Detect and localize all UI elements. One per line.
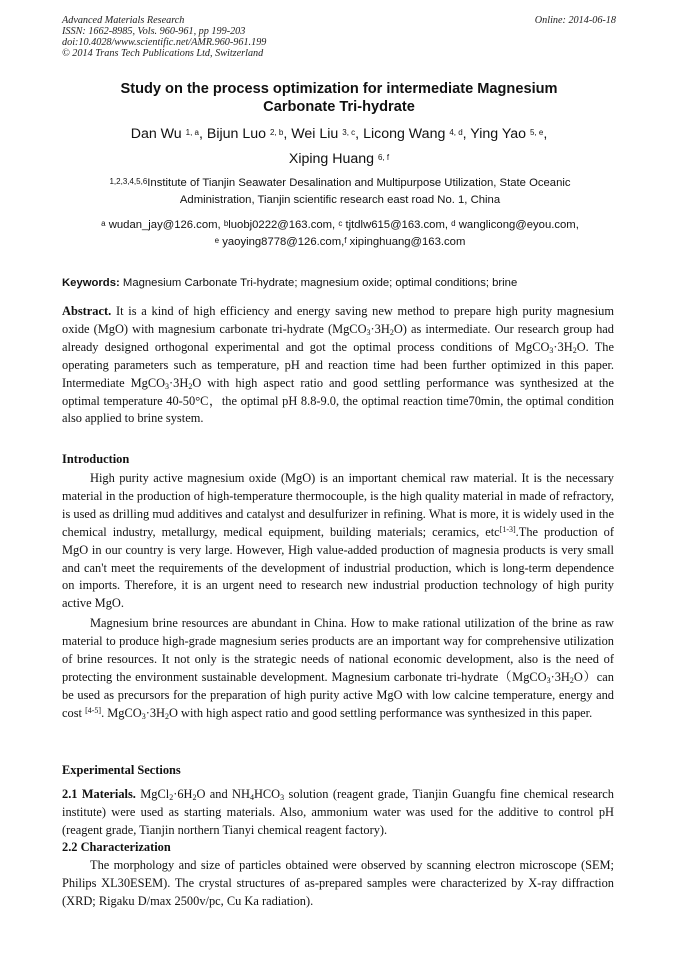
affiliation: $^{1,2,3,4,5,6}$Institute of Tianjin Seawater Desalination and Multipurpose Utilization, State Oceanic Administration, Tianjin scientific research east road No. 1, China — [109, 177, 571, 206]
email: wudan_jay@126.com, — [108, 219, 221, 231]
author: Licong Wang $^{4, d}$ — [363, 126, 463, 142]
abstract-label: Abstract. — [62, 304, 112, 318]
email: luobj0222@163.com, — [228, 219, 336, 231]
intro-paragraph-1: High purity active magnesium oxide (MgO) is an important chemical raw material. It is the necessary material in the production of high-temperature thermocouple, is the high quality material in made of refractory, is used as drilling mud additives and catalyst and desulfurizer in refining. What is more, it is widely used in the chemical industry, metallurgy, medical equipment, building materials; ceramics, etc[1-3].The production of MgO in our country is very large. However, High value-added production of magnesia products is very small and can't meet the requirements of the development of industrial production, which is long-term dependence on imports. Therefore, it is an urgent need to research new industrial production technology of high purity active MgO. — [62, 471, 615, 611]
intro-paragraph-2: Magnesium brine resources are abundant in China. How to make rational utilization of the brine as raw material to produce high-grade magnesium series products are an important way for comprehensive utilization of brine resources. It not only is the strategic needs of national economic development, also is the need of protecting the environment sustainable development. Magnesium carbonate tri-$hydrate(MgCO_3\cdot 3H_2O)can$ be used as precursors for the preparation of high purity active MgO with low calcine temperature, energy and cost [4-5]. $MgCO_3\cdot 3H_2O$ with high aspect ratio and good settling performance was synthesized in this paper. — [62, 616, 614, 721]
author: Xiping Huang $^{6, f}$ — [288, 151, 390, 167]
subsection-heading-characterization: 2.2 Characterization — [62, 840, 171, 854]
title-line-2: Carbonate Tri-hydrate — [263, 99, 415, 115]
keywords-text: Magnesium Carbonate Tri-hydrate; magnesium oxide; optimal conditions; brine — [122, 277, 518, 289]
email: wanglicong@eyou.com, — [458, 219, 579, 231]
paper-title — [60, 80, 618, 116]
materials-label: 2.1 Materials. — [62, 787, 136, 801]
online-date: Online: 2014-06-18 — [534, 15, 616, 26]
title-line-1: Study on the process optimization for intermediate Magnesium — [120, 81, 558, 97]
abstract: Abstract. It is a kind of high efficiency and energy saving new method to prepare high purity magnesium oxide (MgO) with magnesium carbonate tri-hydrate $(MgCO_3\cdot 3H_2O)$ as intermediate. Our research group had already designed orthogonal experimental and got the optimal process conditions of $MgCO_3\cdot 3H_2O$. The operating parameters such as temperature, pH and reaction time had been further optimized in this paper. Intermediate $MgCO_3\cdot 3H_2O$ with high aspect ratio and good settling performance was synthesized at the optimal temperature 40-50°C，the optimal pH 8.8-9.0, the optimal reaction time70min, the optimal condition also applied to brine system. — [62, 304, 614, 426]
email: xipinghuang@163.com — [349, 236, 466, 248]
section-heading-experimental: Experimental Sections — [62, 763, 181, 777]
characterization-paragraph: The morphology and size of particles obtained were observed by scanning electron microscope (SEM; Philips XL30ESEM). The crystal structures of as-prepared samples were characterized by X-ray diffraction (XRD; Rigaku D/max 2500v/pc, Cu Ka radiation). — [62, 858, 614, 908]
author: Wei Liu $^{3, c}$ — [291, 126, 356, 142]
copyright: © 2014 Trans Tech Publications Ltd, Switzerland — [62, 48, 264, 59]
author: Ying Yao $^{5, e}$ — [470, 126, 544, 142]
citation: [1-3] — [499, 524, 516, 534]
keywords-label: Keywords: — [62, 277, 120, 289]
section-heading-introduction: Introduction — [62, 452, 130, 466]
materials-paragraph: 2.1 Materials. $MgCl_2\cdot 6H_2O$ and $NH_4HCO_3$ solution (reagent grade, Tianjin Guangfu fine chemical research institute) were used as starting materials. Also, ammonium water was used for the additive to control pH (reagent grade, Tianjin northern Tianyi chemical reagent factory). — [62, 787, 614, 837]
journal-info — [62, 15, 266, 59]
email-list: $^a$ wudan_jay@126.com, $^b$luobj0222@163.com, $^c$ tjtdlw615@163.com, $^d$ wanglicong@eyou.com, $^e$ yaoying8778@126.com,$^f$ xipinghuang@163.com — [101, 219, 579, 248]
keywords — [62, 275, 618, 291]
journal-name: Advanced Materials Research — [62, 15, 185, 26]
author: Dan Wu $^{1, a}$ — [130, 126, 199, 142]
email: tjtdlw615@163.com, — [345, 219, 449, 231]
author: Bijun Luo $^{2, b}$ — [206, 126, 284, 142]
issn: ISSN: 1662-8985, Vols. 960-961, pp 199-203 — [62, 26, 246, 37]
citation: [4-5] — [85, 705, 102, 715]
doi: doi:10.4028/www.scientific.net/AMR.960-961.199 — [62, 37, 267, 48]
author-list: Dan Wu $^{1, a}$, Bijun Luo $^{2, b}$, Wei Liu $^{3, c}$, Licong Wang $^{4, d}$, Ying Yao $^{5, e}$, Xiping Huang $^{6, f}$ — [130, 126, 548, 167]
email: yaoying8778@126.com, — [222, 236, 345, 248]
